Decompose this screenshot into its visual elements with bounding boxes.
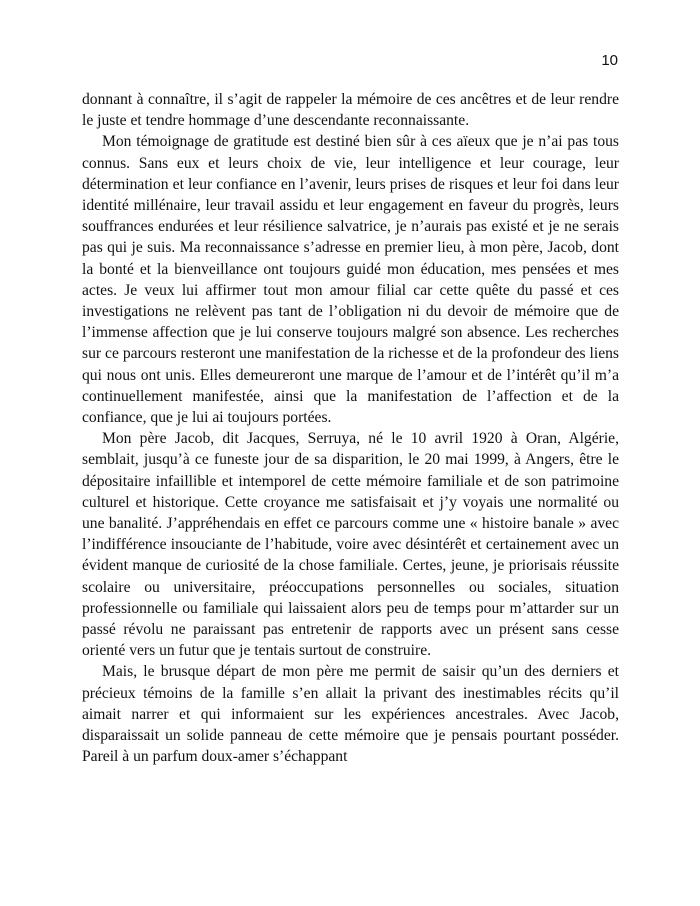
paragraph-continuation: donnant à connaître, il s’agit de rappeler la mémoire de ces ancêtres et de leur rendre le juste et tendre hommage d’une descendante reconnaissante.	[82, 91, 619, 130]
paragraph-departure: Mais, le brusque départ de mon père me permit de saisir qu’un des derniers et précieux témoins de la famille s’en allait la privant des inestimables récits qu’il aimait narrer et qui informaient sur les expériences ancestrales. Avec Jacob, disparaissait un solide panneau de cette mémoire que je pensais pourtant posséder. Pareil à un parfum doux-amer s’échappant	[82, 663, 619, 766]
paragraph-gratitude: Mon témoignage de gratitude est destiné bien sûr à ces aïeux que je n’ai pas tous connus. Sans eux et leurs choix de vie, leur intelligence et leur courage, leur détermination et leur confiance en l’avenir, leurs prises de risques et leur foi dans leur identité millénaire, leur travail assidu et leur engagement en faveur du progrès, leurs souffrances endurées et leur résilience salvatrice, je n’aurais pas existé et je ne serais pas qui je suis. Ma reconnaissance s’adresse en premier lieu, à mon père, Jacob, dont la bonté et la bienveillance ont toujours guidé mon éducation, mes pensées et mes actes. Je veux lui affirmer tout mon amour filial car cette quête du passé et ces investigations ne relèvent pas tant de l’obligation ni du devoir de mémoire que de l’immense affection que je lui conserve toujours malgré son absence. Les recherches sur ce parcours resteront une manifestation de la richesse et de la profondeur des liens qui nous ont unis. Elles demeureront une marque de l’amour et de l’intérêt qu’il m’a continuellement manifestée, ainsi que la manifestation de l’affection et de la confiance, que je lui ai toujours portées.	[82, 133, 619, 427]
body-text	[82, 89, 619, 768]
page-number: 10	[601, 52, 618, 69]
paragraph-father: Mon père Jacob, dit Jacques, Serruya, né le 10 avril 1920 à Oran, Algérie, semblait, jusqu’à ce funeste jour de sa disparition, le 20 mai 1999, à Angers, être le dépositaire infaillible et intemporel de cette mémoire familiale et de son patrimoine culturel et historique. Cette croyance me satisfaisait et j’y voyais une normalité ou une banalité. J’appréhendais en effet ce parcours comme une « histoire banale » avec l’indifférence insouciante de l’habitude, voire avec désintérêt et certainement avec un évident manque de curiosité de la chose familiale. Certes, jeune, je priorisais réussite scolaire ou universitaire, préoccupations personnelles ou sociales, situation professionnelle ou familiale qui laissaient alors peu de temps pour m’attarder sur un passé révolu ne paraissant pas entretenir de rapports avec un présent sans cesse orienté vers un futur que je tentais surtout de construire.	[82, 430, 619, 660]
